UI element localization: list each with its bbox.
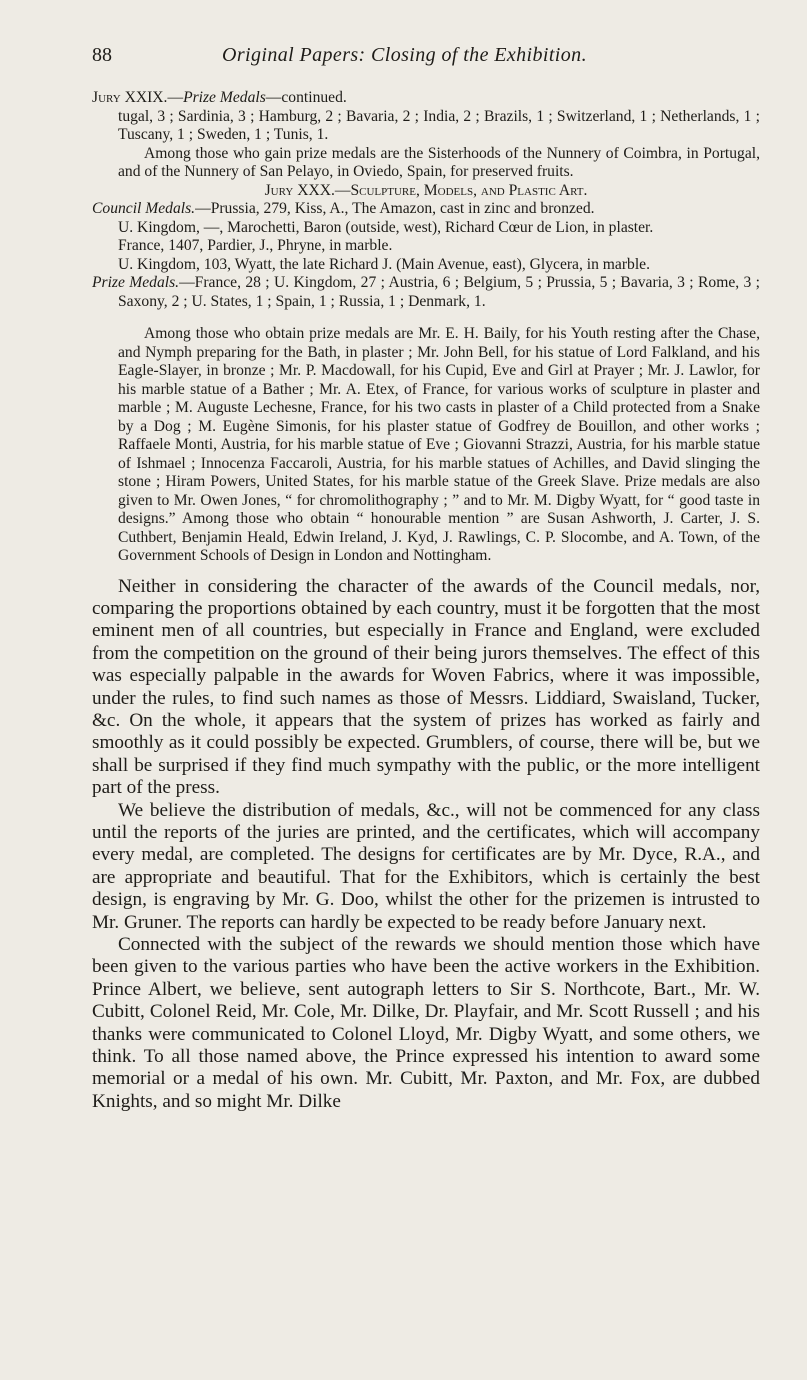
council-medals-entry: Council Medals.—Prussia, 279, Kiss, A., The Amazon, cast in zinc and bronzed. [92,200,595,217]
body-paragraph: Connected with the subject of the rewards we should mention those which have been given to the various parties who have been the active workers in the Exhibition. Prince Albert, we believe, sent autograph letters to Sir S. Northcote, Bart., Mr. W. Cubitt, Colonel Reid, Mr. Cole, Mr. Dilke, Dr. Playfair, and Mr. Scott Russell ; and his thanks were communicated to Colonel Lloyd, Mr. Digby Wyatt, and some others, we think. To all those named above, the Prince expressed his intention to award some memorial or a medal of his own. Mr. Cubitt, Mr. Paxton, and Mr. Fox, are dubbed Knights, and so might Mr. Dilke [92,934,760,1112]
council-medals-entry: France, 1407, Pardier, J., Phryne, in marble. [118,237,393,254]
page-number: 88 [92,44,112,66]
document-page [92,44,760,1113]
body-paragraph: Neither in considering the character of the awards of the Council medals, nor, comparing the proportions obtained by each country, must it be forgotten that the most eminent men of all countries, but especially in France and England, were excluded from the competition on the ground of their being jurors themselves. The effect of this was especially palpable in the awards for Woven Fabrics, where it was impossible, under the rules, to find such names as those of Messrs. Liddiard, Swaisland, Tucker, &c. On the whole, it appears that the system of prizes has worked as fairly and smoothly as it could possibly be expected. Grumblers, of course, there will be, but we shall be surprised if they find much sympathy with the public, or the more intelligent part of the press. [92,575,760,799]
body-paragraph: We believe the distribution of medals, &c., will not be commenced for any class until the reports of the juries are printed, and the certificates, which will accompany every medal, are completed. The designs for certificates are by Mr. Dyce, R.A., and are appropriate and beautiful. That for the Exhibitors, which is certainly the best design, is engraving by Mr. G. Doo, whilst the other for the prizemen is intrusted to Mr. Gruner. The reports can hardly be expected to be ready before January next. [92,799,760,933]
jury-30-paragraph: Among those who obtain prize medals are Mr. E. H. Baily, for his Youth resting after the Chase, and Nymph preparing for the Bath, in plaster ; Mr. John Bell, for his statue of Lord Falkland, and his Eagle-Slayer, in bronze ; Mr. P. Macdowall, for his Cupid, Eve and Girl at Prayer ; Mr. J. Lawlor, for his marble statue of a Bather ; Mr. A. Etex, of France, for various works of sculpture in plaster and marble ; M. Auguste Lechesne, France, for his two casts in plaster of a Child protected from a Snake by a Dog ; M. Eugène Simonis, for his plaster statue of Godfrey de Bouillon, and other works ; Raffaele Monti, Austria, for his marble statue of Eve ; Giovanni Strazzi, Austria, for his marble statue of Ishmael ; Innocenza Faccaroli, Austria, for his marble statues of Achilles, and David slinging the stone ; Hiram Powers, United States, for his marble statue of the Greek Slave. Prize medals are also given to Mr. Owen Jones, “ for chromolithography ; ” and to Mr. M. Digby Wyatt, for “ good taste in designs.” Among those who obtain “ honourable mention ” are Susan Ashworth, J. Carter, J. S. Cuthbert, Benjamin Heald, Edwin Ireland, J. Kyd, J. Rawlings, C. P. Slocombe, and A. Town, of the Government Schools of Design in London and Nottingham. [118,325,760,564]
page-header [92,44,760,67]
jury-29-section [92,89,760,182]
jury-29-countries: tugal, 3 ; Sardinia, 3 ; Hamburg, 2 ; Bavaria, 2 ; India, 2 ; Brazils, 1 ; Switzerland, 1 ; Netherlands, 1 ; Tuscany, 1 ; Sweden, 1 ; Tunis, 1. [118,107,760,143]
jury-30-heading: Jury XXX.—Sculpture, Models, and Plastic Art. [264,181,588,199]
prize-medals-entry: Prize Medals.—France, 28 ; U. Kingdom, 27 ; Austria, 6 ; Belgium, 5 ; Prussia, 5 ; Bavaria, 3 ; Rome, 3 ; Saxony, 2 ; U. States, 1 ; Spain, 1 ; Russia, 1 ; Denmark, 1. [92,274,760,310]
council-medals-entry: U. Kingdom, 103, Wyatt, the late Richard J. (Main Avenue, east), Glycera, in marble. [118,255,650,273]
council-medals-entry: U. Kingdom, —, Marochetti, Baron (outside, west), Richard Cœur de Lion, in plaster. [118,218,654,236]
jury-29-heading: Jury XXIX.—Prize Medals—continued. [92,89,347,106]
jury-29-paragraph: Among those who gain prize medals are the Sisterhoods of the Nunnery of Coimbra, in Portugal, and of the Nunnery of San Pelayo, in Oviedo, Spain, for preserved fruits. [118,144,760,180]
jury-30-section [92,182,760,566]
body-text [92,576,760,1114]
running-title: Original Papers: Closing of the Exhibition. [222,44,587,66]
